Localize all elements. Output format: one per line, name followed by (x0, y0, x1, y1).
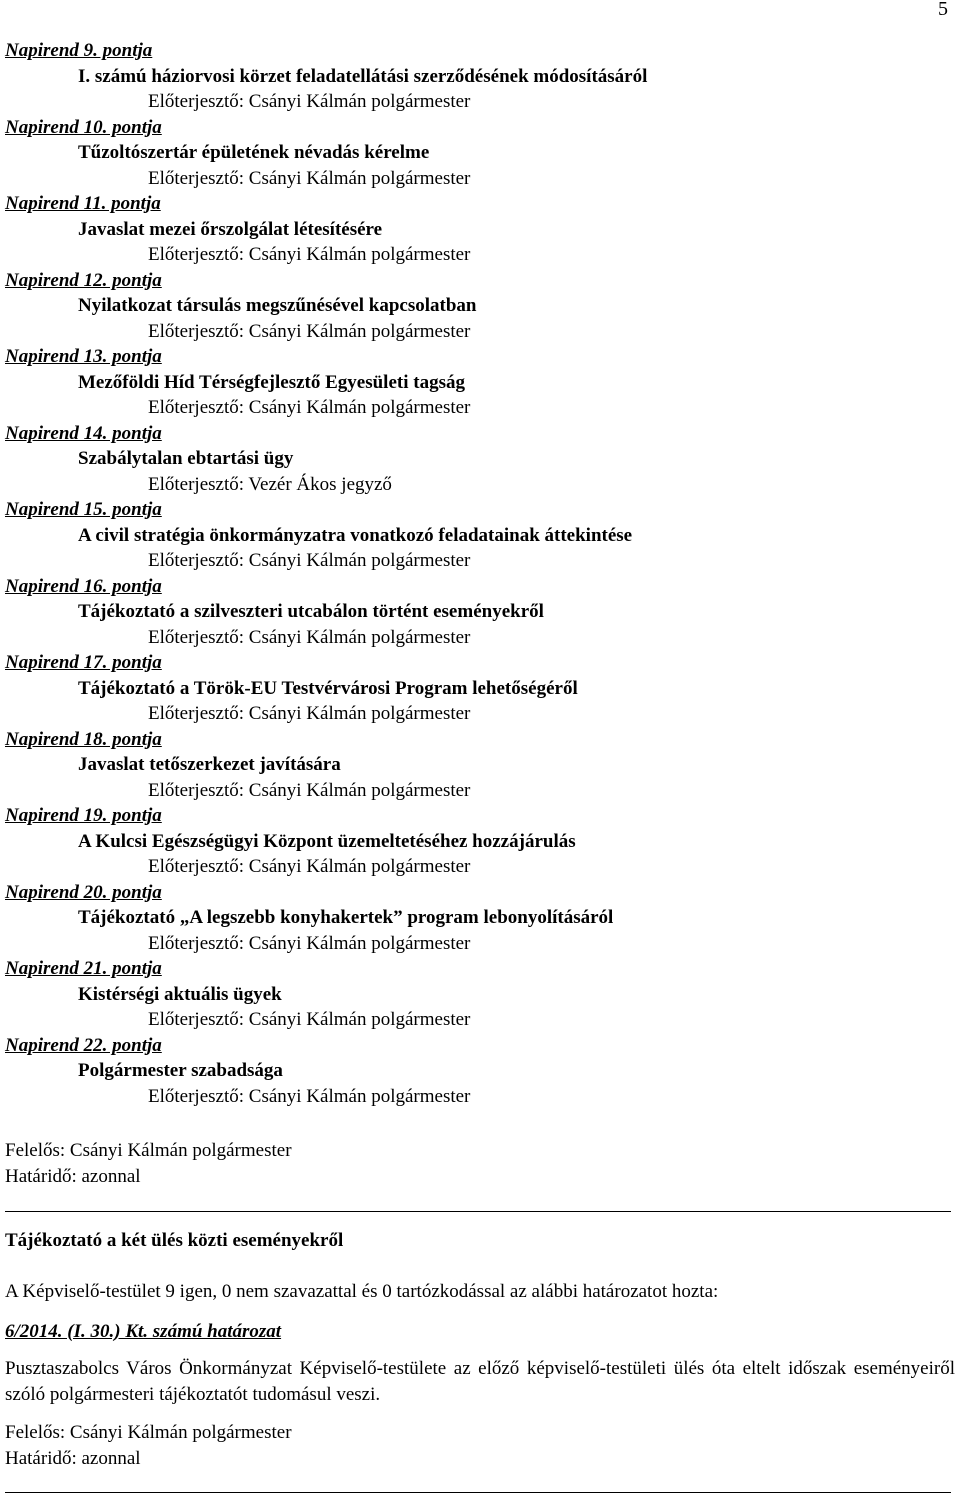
page-number: 5 (938, 0, 948, 20)
agenda-item (5, 803, 955, 880)
agenda-item-presenter: Előterjesztő: Csányi Kálmán polgármester (148, 1085, 471, 1107)
agenda-item-label: Napirend 22. pontja (5, 1034, 162, 1056)
agenda-item (5, 191, 955, 268)
agenda-item-label: Napirend 14. pontja (5, 422, 162, 444)
agenda-item-title: A Kulcsi Egészségügyi Központ üzemeltetéséhez hozzájárulás (78, 830, 576, 852)
agenda-item-presenter: Előterjesztő: Csányi Kálmán polgármester (148, 320, 471, 342)
divider-line (5, 1211, 951, 1212)
agenda-item-title: Szabálytalan ebtartási ügy (78, 448, 294, 469)
agenda-item-presenter: Előterjesztő: Csányi Kálmán polgármester (148, 779, 471, 801)
agenda-item-label: Napirend 11. pontja (5, 193, 161, 214)
agenda-item-label: Napirend 12. pontja (5, 269, 162, 291)
agenda-item-title: Javaslat mezei őrszolgálat létesítésére (78, 218, 383, 240)
agenda-item (5, 956, 955, 1033)
agenda-item-label: Napirend 19. pontja (5, 805, 162, 826)
agenda-item-presenter: Előterjesztő: Csányi Kálmán polgármester (148, 703, 471, 724)
agenda-item-label: Napirend 15. pontja (5, 499, 162, 520)
agenda-item-label: Napirend 17. pontja (5, 652, 162, 673)
resolution-number: 6/2014. (I. 30.) Kt. számú határozat (5, 1321, 282, 1342)
agenda-item-presenter: Előterjesztő: Csányi Kálmán polgármester (148, 1009, 471, 1030)
responsible-line: Felelős: Csányi Kálmán polgármester (5, 1140, 292, 1161)
agenda-item (5, 497, 955, 574)
agenda-item-title: Mezőföldi Híd Térségfejlesztő Egyesületi tagság (78, 371, 465, 393)
agenda-item-title: Javaslat tetőszerkezet javítására (78, 754, 341, 775)
responsible-line: Felelős: Csányi Kálmán polgármester (5, 1422, 292, 1443)
deadline-line: Határidő: azonnal (5, 1166, 141, 1187)
agenda-item (5, 421, 955, 498)
agenda-item-title: Tájékoztató a szilveszteri utcabálon történt eseményekről (78, 601, 544, 622)
agenda-item-presenter: Előterjesztő: Csányi Kálmán polgármester (148, 91, 471, 112)
agenda-item-presenter: Előterjesztő: Csányi Kálmán polgármester (148, 550, 471, 571)
agenda-list (5, 38, 955, 1109)
resolution-text: Pusztaszabolcs Város Önkormányzat Képviselő-testülete az előző képviselő-testületi ülés óta eltelt időszak eseményeiről szóló polgármesteri tájékoztatót tudomásul veszi. (5, 1358, 955, 1405)
agenda-item (5, 574, 955, 651)
vote-text: A Képviselő-testület 9 igen, 0 nem szavazattal és 0 tartózkodással az alábbi határozatot hozta: (5, 1281, 719, 1302)
agenda-item-title: Nyilatkozat társulás megszűnésével kapcsolatban (78, 295, 477, 316)
agenda-item-title: Tűzoltószertár épületének névadás kérelme (78, 142, 430, 163)
divider-line (5, 1492, 951, 1493)
agenda-item-presenter: Előterjesztő: Csányi Kálmán polgármester (148, 932, 471, 954)
agenda-item (5, 344, 955, 421)
deadline-line: Határidő: azonnal (5, 1448, 141, 1469)
agenda-item-title: Kistérségi aktuális ügyek (78, 983, 282, 1005)
agenda-item-title: Tájékoztató a Török-EU Testvérvárosi Program lehetőségéről (78, 677, 578, 699)
agenda-item (5, 727, 955, 804)
agenda-item (5, 38, 955, 115)
section-heading: Tájékoztató a két ülés közti eseményekről (5, 1230, 344, 1251)
agenda-item-title: Tájékoztató „A legszebb konyhakertek” program lebonyolításáról (78, 907, 614, 928)
agenda-item-presenter: Előterjesztő: Csányi Kálmán polgármester (148, 626, 471, 648)
agenda-item (5, 1033, 955, 1110)
agenda-item-title: Polgármester szabadsága (78, 1060, 283, 1081)
agenda-item-presenter: Előterjesztő: Csányi Kálmán polgármester (148, 397, 471, 418)
agenda-item-presenter: Előterjesztő: Csányi Kálmán polgármester (148, 244, 471, 265)
agenda-item-label: Napirend 9. pontja (5, 40, 153, 61)
agenda-item (5, 650, 955, 727)
agenda-item (5, 880, 955, 957)
agenda-item-label: Napirend 18. pontja (5, 728, 162, 750)
agenda-item-presenter: Előterjesztő: Csányi Kálmán polgármester (148, 856, 471, 877)
agenda-item (5, 268, 955, 345)
agenda-item-presenter: Előterjesztő: Csányi Kálmán polgármester (148, 167, 471, 189)
agenda-item-label: Napirend 21. pontja (5, 958, 162, 979)
agenda-item-label: Napirend 13. pontja (5, 346, 162, 367)
agenda-item-title: A civil stratégia önkormányzatra vonatkozó feladatainak áttekintése (78, 524, 633, 546)
agenda-item-label: Napirend 10. pontja (5, 116, 162, 138)
agenda-item-label: Napirend 20. pontja (5, 881, 162, 903)
agenda-item-title: I. számú háziorvosi körzet feladatellátási szerződésének módosításáról (78, 65, 648, 87)
agenda-item-label: Napirend 16. pontja (5, 575, 162, 597)
agenda-item-presenter: Előterjesztő: Vezér Ákos jegyző (148, 473, 392, 495)
agenda-item (5, 115, 955, 192)
